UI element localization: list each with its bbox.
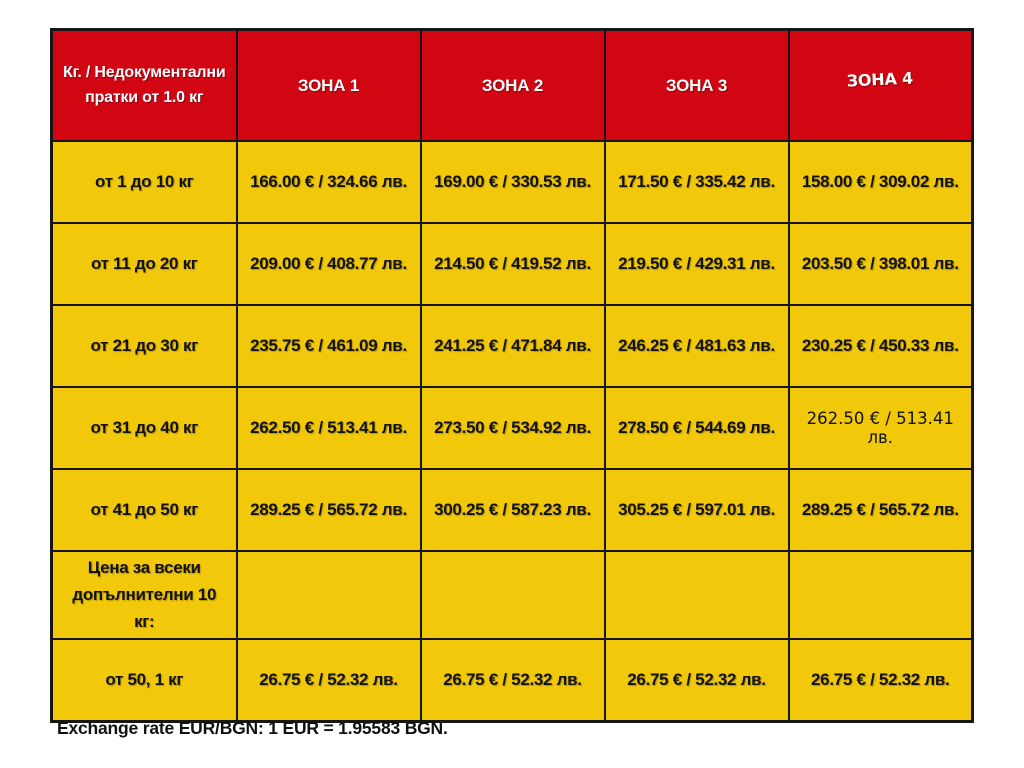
- price-cell: 278.50 € / 544.69 лв.: [605, 387, 789, 469]
- exchange-rate-note: Exchange rate EUR/BGN: 1 EUR = 1.95583 BGN.: [57, 718, 448, 738]
- price-cell: 166.00 € / 324.66 лв.: [237, 141, 421, 223]
- table-row-over-50kg: [52, 639, 973, 722]
- price-cell: 169.00 € / 330.53 лв.: [421, 141, 605, 223]
- price-cell: 158.00 € / 309.02 лв.: [789, 141, 973, 223]
- price-cell: 209.00 € / 408.77 лв.: [237, 223, 421, 305]
- row-label: от 21 до 30 кг: [52, 305, 237, 387]
- row-label: от 31 до 40 кг: [52, 387, 237, 469]
- price-cell: 26.75 € / 52.32 лв.: [421, 639, 605, 722]
- header-zone-4: [789, 30, 973, 142]
- header-zone-1: ЗОНА 1: [237, 30, 421, 142]
- price-cell-edited: 262.50 € / 513.41 лв.: [789, 387, 973, 469]
- price-cell: 171.50 € / 335.42 лв.: [605, 141, 789, 223]
- price-cell: 262.50 € / 513.41 лв.: [237, 387, 421, 469]
- price-cell: 289.25 € / 565.72 лв.: [789, 469, 973, 551]
- table-row-additional-10kg-heading: [52, 551, 973, 639]
- price-cell: 289.25 € / 565.72 лв.: [237, 469, 421, 551]
- row-label: от 1 до 10 кг: [52, 141, 237, 223]
- price-cell-empty: [421, 551, 605, 639]
- row-label: от 41 до 50 кг: [52, 469, 237, 551]
- header-zone-2: ЗОНА 2: [421, 30, 605, 142]
- row-label: Цена за всеки допълнителни 10 кг:: [52, 551, 237, 639]
- price-cell: 300.25 € / 587.23 лв.: [421, 469, 605, 551]
- price-cell: 26.75 € / 52.32 лв.: [605, 639, 789, 722]
- table-row-21-30kg: [52, 305, 973, 387]
- price-cell: 214.50 € / 419.52 лв.: [421, 223, 605, 305]
- price-cell: 230.25 € / 450.33 лв.: [789, 305, 973, 387]
- price-cell: 26.75 € / 52.32 лв.: [237, 639, 421, 722]
- table-row-11-20kg: [52, 223, 973, 305]
- table-row-41-50kg: [52, 469, 973, 551]
- price-cell: 203.50 € / 398.01 лв.: [789, 223, 973, 305]
- price-table: [50, 28, 974, 723]
- header-zone-3: ЗОНА 3: [605, 30, 789, 142]
- table-row-1-10kg: [52, 141, 973, 223]
- price-cell-empty: [789, 551, 973, 639]
- row-label: от 11 до 20 кг: [52, 223, 237, 305]
- price-cell: 305.25 € / 597.01 лв.: [605, 469, 789, 551]
- price-cell-empty: [237, 551, 421, 639]
- price-cell: 26.75 € / 52.32 лв.: [789, 639, 973, 722]
- price-cell: 219.50 € / 429.31 лв.: [605, 223, 789, 305]
- header-row: [52, 30, 973, 142]
- price-cell-empty: [605, 551, 789, 639]
- price-cell: 246.25 € / 481.63 лв.: [605, 305, 789, 387]
- price-cell: 235.75 € / 461.09 лв.: [237, 305, 421, 387]
- header-weight-column: Кг. / Недокументални пратки от 1.0 кг: [52, 30, 237, 142]
- table-row-31-40kg: [52, 387, 973, 469]
- price-cell: 273.50 € / 534.92 лв.: [421, 387, 605, 469]
- row-label: от 50, 1 кг: [52, 639, 237, 722]
- price-cell: 241.25 € / 471.84 лв.: [421, 305, 605, 387]
- header-zone-4-label: ЗОНА 4: [846, 68, 914, 90]
